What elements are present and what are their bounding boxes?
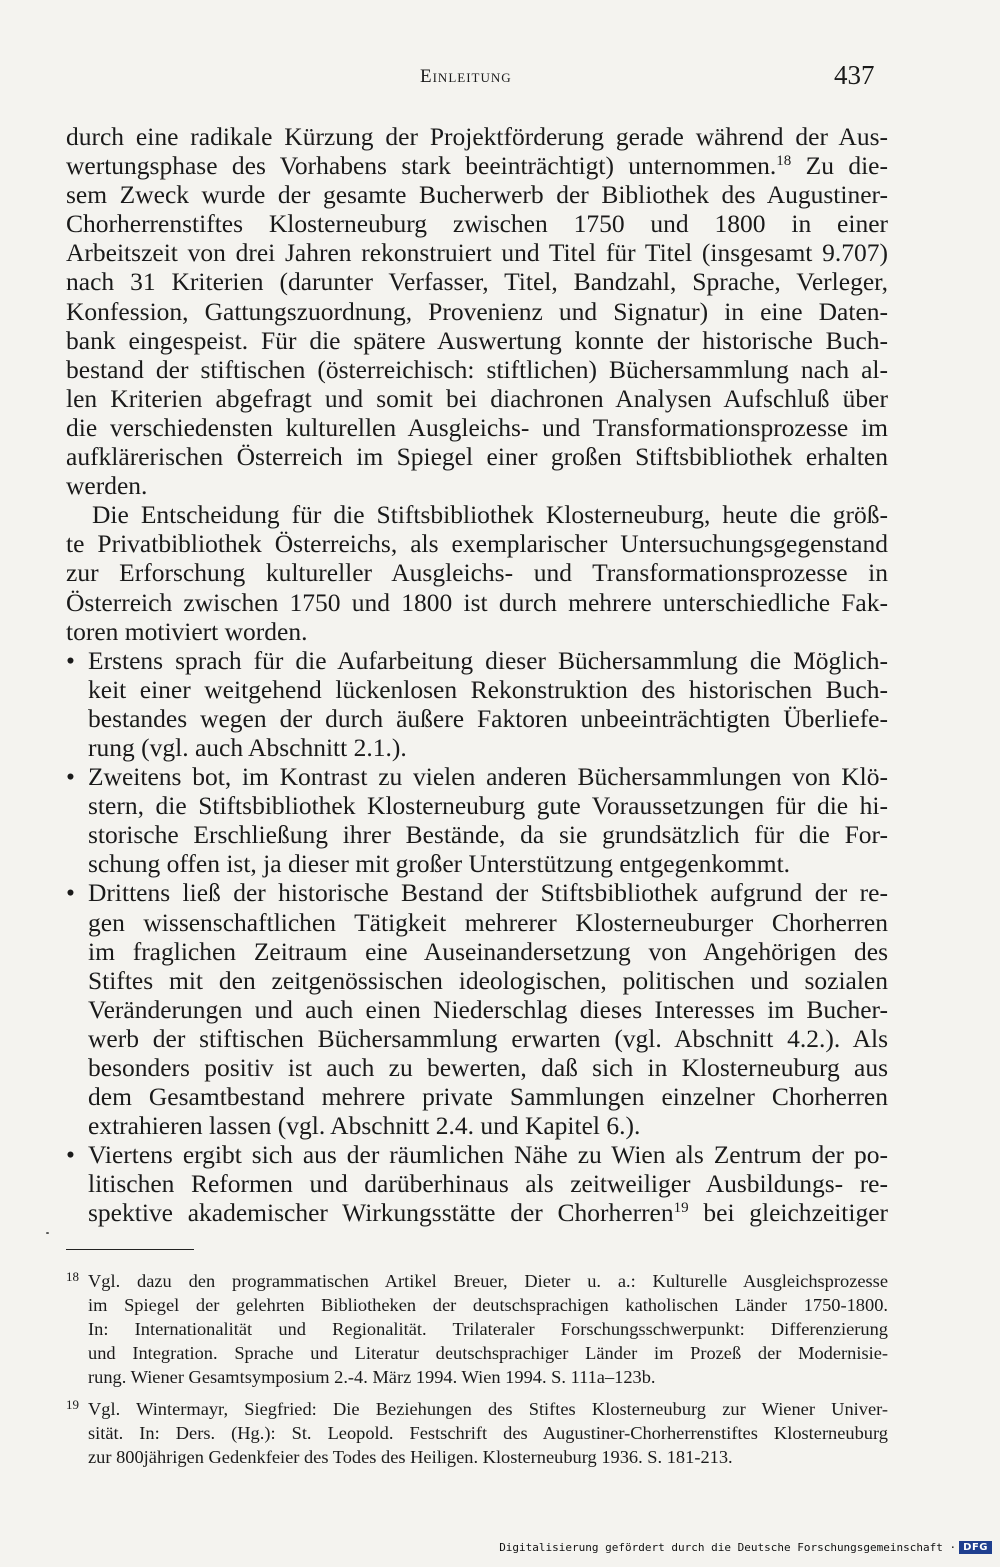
- footnote-divider: [66, 1249, 194, 1250]
- text-line: zur Erforschung kultureller Ausgleichs- und Transformationsprozesse in: [66, 558, 888, 588]
- text-line: schung offen ist, ja dieser mit großer Unterstützung entgegenkommt.: [88, 849, 791, 879]
- text-line: Veränderungen und auch einen Niederschlag dieses Interesses im Bucher-: [88, 994, 888, 1024]
- text-line: sem Zweck wurde der gesamte Bucherwerb der Bibliothek des Augustiner-: [66, 180, 888, 210]
- bullet-icon: •: [66, 878, 75, 908]
- running-head: Einleitung: [420, 66, 512, 87]
- footnote-mark: 19: [66, 1397, 79, 1412]
- footnote-ref: 19: [673, 1200, 689, 1217]
- credit-text: Digitalisierung gefördert durch die Deutsche Forschungsgemeinschaft ·: [499, 1540, 957, 1554]
- paragraph-start: Die Entscheidung für die Stiftsbibliothek Klosterneuburg, heute die größ-: [92, 500, 888, 530]
- text-line: aufklärerischen Österreich im Spiegel einer großen Stiftsbibliothek erhalten: [66, 442, 888, 472]
- text-line: werden.: [66, 471, 148, 501]
- footnote-18: 18 Vgl. dazu den programmatischen Artikel Breuer, Dieter u. a.: Kulturelle Ausgleichsprozesse: [66, 1269, 888, 1293]
- text-line: nach 31 Kriterien (darunter Verfasser, Titel, Bandzahl, Sprache, Verleger,: [66, 267, 888, 297]
- footnote-ref: 18: [776, 153, 792, 170]
- text-line: durch eine radikale Kürzung der Projektförderung gerade während der Aus-: [66, 122, 888, 151]
- text-line: litischen Reformen und darüberhinaus als zeitweiliger Ausbildungs- re-: [88, 1169, 888, 1199]
- text-line: bank eingespeist. Für die spätere Auswertung konnte der historische Buch-: [66, 325, 888, 355]
- footnote-line: und Integration. Sprache und Literatur deutschsprachiger Länder im Prozeß der Modernisie-: [88, 1343, 888, 1363]
- text-line: die verschiedensten kulturellen Ausgleichs- und Transformationsprozesse im: [66, 412, 888, 442]
- page-number: 437: [834, 60, 875, 90]
- text-line: bestand der stiftischen (österreichisch: stiftlichen) Büchersammlung nach al-: [66, 354, 888, 384]
- text-line: Stiftes mit den zeitgenössischen ideologischen, politischen und sozialen: [88, 965, 888, 995]
- text-line: Konfession, Gattungszuordnung, Provenienz und Signatur) in eine Daten-: [66, 296, 888, 326]
- text-line: stern, die Stiftsbibliothek Klosterneuburg gute Voraussetzungen für die hi-: [88, 791, 888, 821]
- text-line: toren motiviert worden.: [66, 616, 308, 646]
- bullet-item-third: • Drittens ließ der historische Bestand der Stiftsbibliothek aufgrund der re-: [66, 878, 888, 908]
- text-line: extrahieren lassen (vgl. Abschnitt 2.4. und Kapitel 6.).: [88, 1111, 641, 1141]
- bullet-item-second: • Zweitens bot, im Kontrast zu vielen anderen Büchersammlungen von Klö-: [66, 762, 888, 792]
- text-line: Arbeitszeit von drei Jahren rekonstruiert und Titel für Titel (insgesamt 9.707): [66, 238, 888, 268]
- footnote-line: rung. Wiener Gesamtsymposium 2.-4. März 1994. Wien 1994. S. 111a–123b.: [88, 1367, 656, 1387]
- text-line: storische Erschließung ihrer Bestände, da sie grundsätzlich für die For-: [88, 820, 888, 850]
- text-line: te Privatbibliothek Österreichs, als exemplarischer Untersuchungsgegenstand: [66, 529, 888, 559]
- text-line: Chorherrenstiftes Klosterneuburg zwischen 1750 und 1800 in einer: [66, 209, 888, 239]
- text-line: im fraglichen Zeitraum eine Auseinandersetzung von Angehörigen des: [88, 936, 888, 966]
- text-line: besonders positiv ist auch zu bewerten, daß sich in Klosterneuburg aus: [88, 1053, 888, 1082]
- scan-artifact: [46, 1232, 49, 1234]
- text-line: len Kriterien abgefragt und somit bei diachronen Analysen Aufschluß über: [66, 383, 888, 413]
- bullet-item-first: • Erstens sprach für die Aufarbeitung dieser Büchersammlung die Möglich-: [66, 645, 888, 675]
- bullet-icon: •: [66, 1140, 75, 1170]
- text-line: werb der stiftischen Büchersammlung erwarten (vgl. Abschnitt 4.2.). Als: [88, 1023, 888, 1053]
- digitization-credit: [499, 1539, 992, 1555]
- text-line: bestandes wegen der durch äußere Faktoren unbeeinträchtigten Überliefe-: [88, 703, 888, 733]
- footnote-line: sität. In: Ders. (Hg.): St. Leopold. Festschrift des Augustiner-Chorherrenstiftes Klosterneuburg: [88, 1423, 888, 1443]
- text-line: rung (vgl. auch Abschnitt 2.1.).: [88, 732, 407, 762]
- footnote-19: 19 Vgl. Wintermayr, Siegfried: Die Beziehungen des Stiftes Klosterneuburg zur Wiener Univer-: [66, 1397, 888, 1421]
- footnote-line: zur 800jährigen Gedenkfeier des Todes des Heiligen. Klosterneuburg 1936. S. 181-213.: [88, 1447, 733, 1467]
- text-line: dem Gesamtbestand mehrere private Sammlungen einzelner Chorherren: [88, 1082, 888, 1112]
- bullet-icon: •: [66, 762, 75, 792]
- text-line: wertungsphase des Vorhabens stark beeinträchtigt) unternommen.$^{18}$ Zu die-: [66, 151, 888, 181]
- page-header: [0, 60, 1000, 100]
- text-line: spektive akademischer Wirkungsstätte der Chorherren$^{19}$ bei gleichzeitiger: [88, 1198, 889, 1228]
- text-line: keit einer weitgehend lückenlosen Rekonstruktion des historischen Buch-: [88, 674, 888, 704]
- footnote-mark: 18: [66, 1269, 79, 1284]
- dfg-logo-icon: DFG: [959, 1541, 992, 1554]
- body-text: [66, 122, 888, 1228]
- footnote-line: im Spiegel der gelehrten Bibliotheken der deutschsprachigen katholischen Länder 1750-1800.: [88, 1295, 888, 1315]
- text-line: gen wissenschaftlichen Tätigkeit mehrerer Klosterneuburger Chorherren: [88, 907, 888, 937]
- footnote-line: In: Internationalität und Regionalität. Trilateraler Forschungsschwerpunkt: Differenzierung: [88, 1319, 888, 1339]
- text-line: Österreich zwischen 1750 und 1800 ist durch mehrere unterschiedliche Fak-: [66, 587, 888, 617]
- bullet-item-fourth: • Viertens ergibt sich aus der räumlichen Nähe zu Wien als Zentrum der po-: [66, 1140, 888, 1170]
- footnotes: [66, 1269, 888, 1469]
- bullet-icon: •: [66, 645, 75, 675]
